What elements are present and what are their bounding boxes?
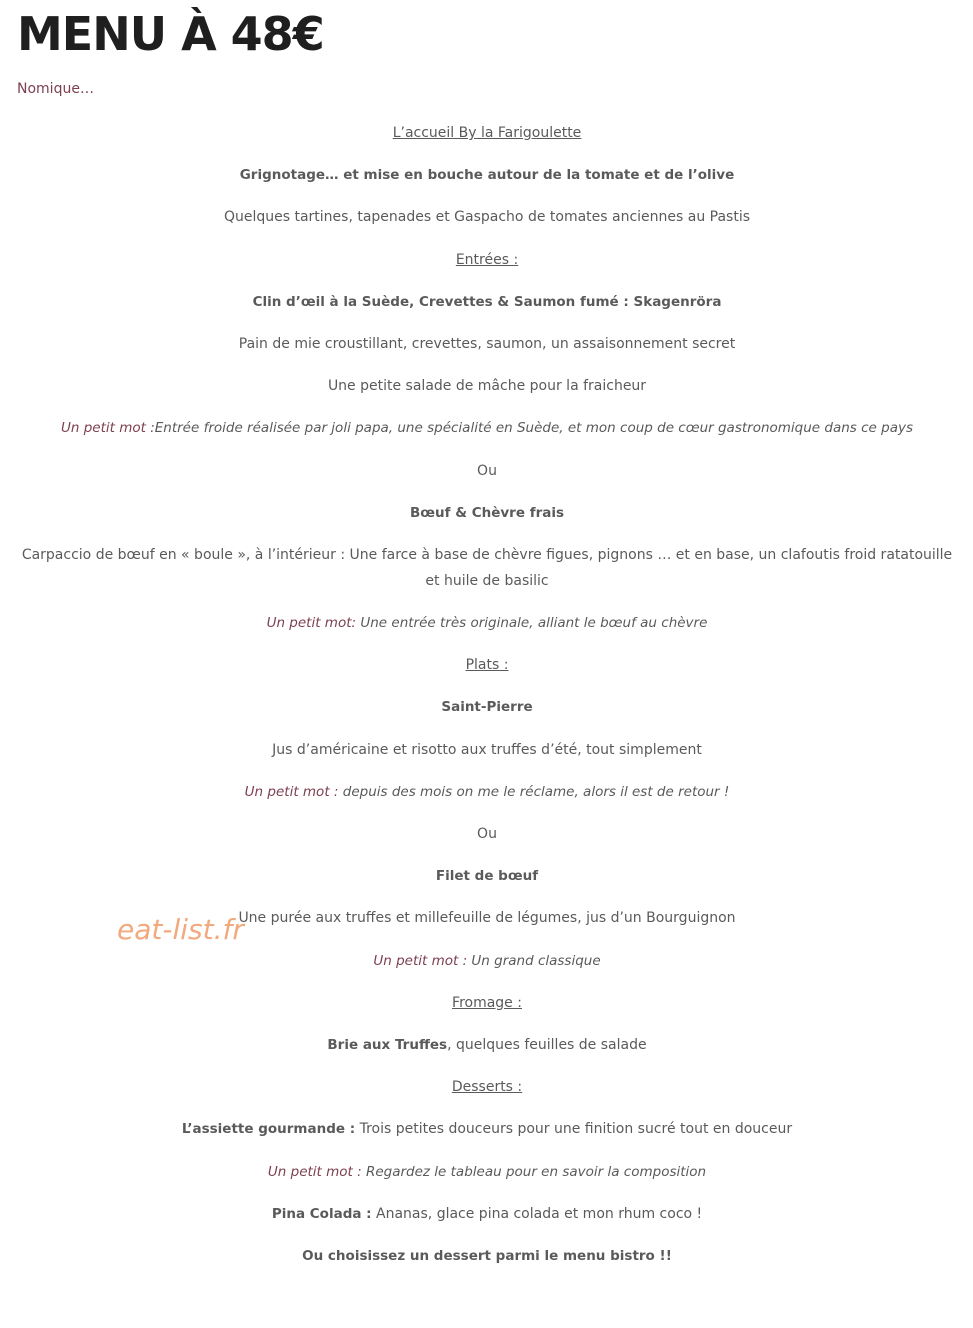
chef-note [17,610,957,636]
chef-note [17,1159,957,1185]
page-title: MENU À 48€ [17,7,324,61]
chef-note [17,415,957,441]
dish-description: Trois petites douceurs pour une finition sucré tout en douceur [355,1121,793,1138]
chef-note-text: depuis des mois on me le réclame, alors il est de retour ! [338,783,730,800]
dish-title: Filet de bœuf [435,868,539,885]
section-heading: L’accueil By la Farigoulette [392,125,582,141]
section-heading: Entrées : [455,251,519,268]
dish-description: Carpaccio de bœuf en « boule », à l’intérieur : Une farce à base de chèvre figues, pignons … et en base, un clafoutis froid ratatouille et huile de basilic [21,546,953,589]
chef-note-label: Un petit mot: [266,615,357,632]
intro-text: Nomique… [17,81,94,97]
dish-name: Pina Colada : [271,1205,372,1222]
section-heading: Plats : [465,657,509,674]
dish-title: Ou choisissez un dessert parmi le menu bistro !! [302,1247,672,1264]
dish-title: Clin d’œil à la Suède, Crevettes & Saumon fumé : Skagenröra [252,293,722,310]
chef-note [17,948,957,974]
chef-note-text: Regardez le tableau pour en savoir la composition [361,1163,707,1180]
dish-description: Ou [477,826,497,842]
dish-name: L’assiette gourmande : [181,1121,356,1138]
dish-description: Ou [477,462,497,479]
dish-description: , quelques feuilles de salade [447,1036,647,1053]
section-heading: Fromage : [452,994,522,1011]
chef-note-label: Un petit mot : [244,783,339,800]
dish-title: Grignotage… et mise en bouche autour de la tomate et de l’olive [239,167,735,184]
menu-content [17,120,957,1285]
watermark: eat-list.fr [117,913,244,946]
dish-line [17,1116,957,1142]
chef-note-text: Une entrée très originale, alliant le bœuf au chèvre [356,615,708,632]
dish-description: Pain de mie croustillant, crevettes, saumon, un assaisonnement secret [238,335,736,352]
dish-title: Bœuf & Chèvre frais [409,504,564,521]
chef-note-label: Un petit mot : [267,1163,362,1180]
dish-description: Quelques tartines, tapenades et Gaspacho de tomates anciennes au Pastis [223,209,751,226]
chef-note [17,779,957,805]
dish-description: Ananas, glace pina colada et mon rhum coco ! [371,1205,703,1222]
dish-name: Brie aux Truffes [327,1036,448,1053]
dish-description: Jus d’américaine et risotto aux truffes d’été, tout simplement [272,741,702,758]
dish-line [17,1032,957,1058]
dish-title: Saint-Pierre [441,699,533,716]
chef-note-text: Un grand classique [467,952,601,969]
dish-description: Une petite salade de mâche pour la fraicheur [327,378,647,395]
chef-note-label: Un petit mot : [60,420,155,437]
section-heading: Desserts : [451,1079,523,1096]
chef-note-text: Entrée froide réalisée par joli papa, une spécialité en Suède, et mon coup de cœur gastronomique dans ce pays [154,420,914,437]
dish-description: Une purée aux truffes et millefeuille de légumes, jus d’un Bourguignon [238,910,736,927]
dish-line [17,1201,957,1227]
chef-note-label: Un petit mot : [373,952,468,969]
